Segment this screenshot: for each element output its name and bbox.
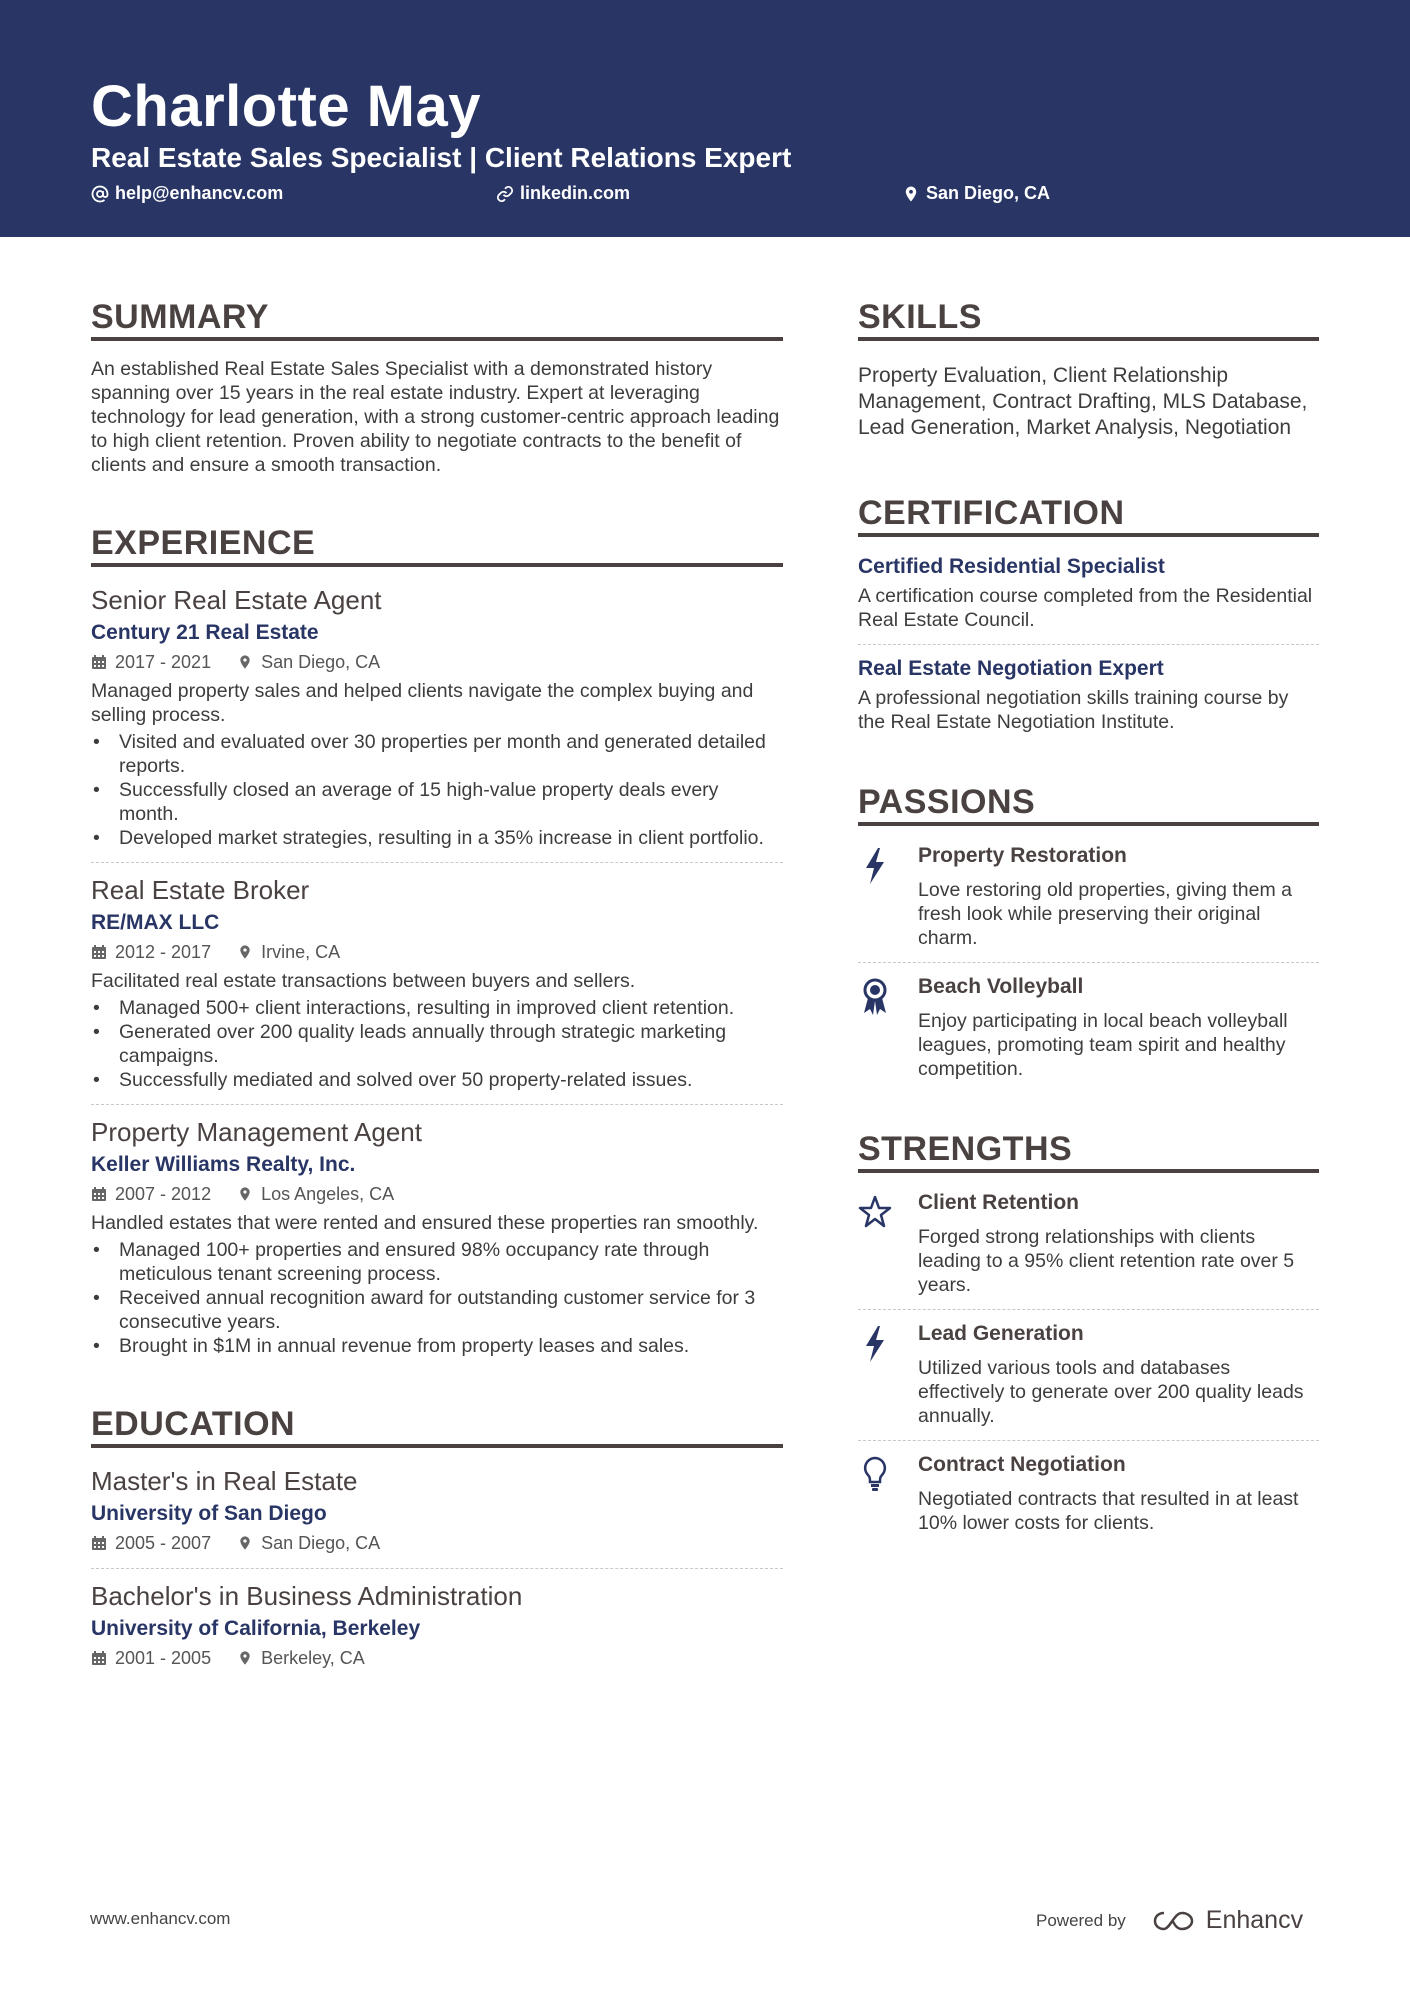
- footer-branding: [1036, 1906, 1303, 1935]
- education-meta: [91, 1645, 783, 1671]
- passions-section: [858, 782, 1319, 1081]
- job-dates: [91, 939, 211, 965]
- candidate-title: Real Estate Sales Specialist | Client Relations Expert: [91, 142, 792, 173]
- job-meta: [91, 939, 783, 965]
- calendar-icon: [91, 1186, 107, 1202]
- education-meta: [91, 1530, 783, 1556]
- at-icon: [91, 185, 109, 203]
- contact-location: [902, 183, 1050, 204]
- contact-linkedin[interactable]: [496, 183, 630, 204]
- job-title: Real Estate Broker: [91, 875, 310, 905]
- job-entry: [91, 873, 783, 1092]
- strengths-section: [858, 1129, 1319, 1535]
- company-name: Century 21 Real Estate: [91, 621, 319, 644]
- left-column: [91, 297, 783, 1671]
- linkedin-text: linkedin.com: [520, 183, 631, 203]
- footer-website[interactable]: www.enhancv.com: [90, 1909, 231, 1928]
- divider: [858, 1440, 1319, 1441]
- star-icon: [858, 1193, 892, 1233]
- job-dates: [91, 649, 211, 675]
- job-description: Handled estates that were rented and ensured these properties ran smoothly.: [91, 1212, 759, 1234]
- certification-heading: CERTIFICATION: [858, 493, 1319, 537]
- passion-description: Enjoy participating in local beach volleyball leagues, promoting team spirit and healthy competition.: [918, 1010, 1288, 1080]
- location-text: San Diego, CA: [261, 652, 381, 672]
- passion-title: Property Restoration: [918, 844, 1127, 867]
- bullet-item: • Successfully mediated and solved over 50 property-related issues.: [91, 1068, 783, 1092]
- dates-text: 2005 - 2007: [115, 1533, 212, 1553]
- strength-description: Utilized various tools and databases effectively to generate over 200 quality leads annually.: [918, 1357, 1304, 1427]
- bullet-item: • Brought in $1M in annual revenue from property leases and sales.: [91, 1334, 783, 1358]
- location-pin-icon: [237, 1186, 253, 1202]
- location-pin-icon: [237, 654, 253, 670]
- strength-title: Client Retention: [918, 1191, 1079, 1214]
- divider: [91, 862, 783, 863]
- experience-heading: EXPERIENCE: [91, 523, 783, 567]
- certification-title: Certified Residential Specialist: [858, 555, 1165, 578]
- calendar-icon: [91, 1650, 107, 1666]
- location-pin-icon: [237, 1650, 253, 1666]
- dates-text: 2012 - 2017: [115, 942, 212, 962]
- passions-heading: PASSIONS: [858, 782, 1319, 826]
- lightning-icon: [858, 1324, 892, 1364]
- passion-item: [858, 842, 1319, 950]
- location-text: San Diego, CA: [261, 1533, 381, 1553]
- bullet-item: • Managed 500+ client interactions, resulting in improved client retention.: [91, 996, 783, 1020]
- medal-icon: [858, 977, 892, 1017]
- strength-item: [858, 1451, 1319, 1535]
- strength-description: Negotiated contracts that resulted in at least 10% lower costs for clients.: [918, 1488, 1299, 1534]
- school-name: University of San Diego: [91, 1502, 327, 1525]
- passion-item: [858, 973, 1319, 1081]
- divider: [858, 1309, 1319, 1310]
- job-title: Property Management Agent: [91, 1117, 422, 1147]
- candidate-name: Charlotte May: [91, 74, 482, 139]
- skills-text: Property Evaluation, Client Relationship Management, Contract Drafting, MLS Database, Lead Generation, Market Analysis, Negotiation: [858, 364, 1308, 439]
- location-pin-icon: [237, 944, 253, 960]
- job-bullets: [91, 1238, 783, 1358]
- brand-name: Enhancv: [1205, 1906, 1304, 1934]
- link-icon: [496, 185, 514, 203]
- resume-header: [0, 0, 1410, 237]
- lightning-icon: [858, 846, 892, 886]
- location-pin-icon: [902, 185, 920, 203]
- lightbulb-icon: [858, 1455, 892, 1495]
- strength-title: Contract Negotiation: [918, 1453, 1126, 1476]
- bullet-item: • Generated over 200 quality leads annually through strategic marketing campaigns.: [91, 1020, 783, 1068]
- job-meta: [91, 1181, 783, 1207]
- certification-entry: [858, 655, 1319, 734]
- calendar-icon: [91, 944, 107, 960]
- bullet-item: • Received annual recognition award for outstanding customer service for 3 consecutive years.: [91, 1286, 783, 1334]
- skills-heading: SKILLS: [858, 297, 1319, 341]
- bullet-item: • Successfully closed an average of 15 high-value property deals every month.: [91, 778, 783, 826]
- job-entry: [91, 1115, 783, 1358]
- job-location: [237, 649, 380, 675]
- job-description: Facilitated real estate transactions between buyers and sellers.: [91, 970, 636, 992]
- job-description: Managed property sales and helped clients navigate the complex buying and selling process.: [91, 680, 754, 726]
- certification-description: A professional negotiation skills training course by the Real Estate Negotiation Institute.: [858, 687, 1289, 733]
- certification-description: A certification course completed from the Residential Real Estate Council.: [858, 585, 1313, 631]
- degree-title: Master's in Real Estate: [91, 1466, 358, 1496]
- divider: [91, 1568, 783, 1569]
- location-pin-icon: [237, 1535, 253, 1551]
- education-entry: [91, 1464, 783, 1556]
- summary-text: An established Real Estate Sales Specialist with a demonstrated history spanning over 15 years in the real estate industry. Expert at leveraging technology for lead generation, with a strong customer-centric approach leading to high client retention. Proven ability to negotiate contracts to the benefit of clients and ensure a smooth transaction.: [91, 358, 780, 476]
- summary-section: [91, 297, 783, 477]
- degree-title: Bachelor's in Business Administration: [91, 1581, 523, 1611]
- job-dates: [91, 1181, 211, 1207]
- dates-text: 2001 - 2005: [115, 1648, 212, 1668]
- education-section: [91, 1404, 783, 1671]
- company-name: RE/MAX LLC: [91, 911, 220, 934]
- location-text: Los Angeles, CA: [261, 1184, 395, 1204]
- strength-item: [858, 1320, 1319, 1428]
- education-dates: [91, 1530, 211, 1556]
- powered-by-text: Powered by: [1036, 1910, 1126, 1930]
- certification-title: Real Estate Negotiation Expert: [858, 657, 1164, 680]
- education-location: [237, 1530, 380, 1556]
- job-location: [237, 939, 340, 965]
- divider: [858, 644, 1319, 645]
- education-entry: [91, 1579, 783, 1671]
- summary-heading: SUMMARY: [91, 297, 783, 341]
- school-name: University of California, Berkeley: [91, 1617, 421, 1640]
- job-meta: [91, 649, 783, 675]
- job-title: Senior Real Estate Agent: [91, 585, 382, 615]
- passion-title: Beach Volleyball: [918, 975, 1084, 998]
- enhancv-logo-icon: [1152, 1909, 1198, 1933]
- certification-entry: [858, 553, 1319, 632]
- dates-text: 2017 - 2021: [115, 652, 212, 672]
- right-column: [858, 297, 1319, 1535]
- strength-description: Forged strong relationships with clients leading to a 95% client retention rate over 5 years.: [918, 1226, 1295, 1296]
- bullet-item: • Managed 100+ properties and ensured 98% occupancy rate through meticulous tenant screening process.: [91, 1238, 783, 1286]
- job-bullets: [91, 996, 783, 1092]
- job-entry: [91, 583, 783, 850]
- experience-section: [91, 523, 783, 1358]
- enhancv-logo[interactable]: [1152, 1906, 1303, 1935]
- certification-section: [858, 493, 1319, 734]
- dates-text: 2007 - 2012: [115, 1184, 212, 1204]
- calendar-icon: [91, 1535, 107, 1551]
- education-heading: EDUCATION: [91, 1404, 783, 1448]
- divider: [858, 962, 1319, 963]
- bullet-item: • Visited and evaluated over 30 properties per month and generated detailed reports.: [91, 730, 783, 778]
- location-text: Berkeley, CA: [261, 1648, 365, 1668]
- contact-email[interactable]: [91, 183, 283, 204]
- education-dates: [91, 1645, 211, 1671]
- strength-item: [858, 1189, 1319, 1297]
- company-name: Keller Williams Realty, Inc.: [91, 1153, 356, 1176]
- skills-section: [858, 297, 1319, 441]
- strengths-heading: STRENGTHS: [858, 1129, 1319, 1173]
- location-text: Irvine, CA: [261, 942, 341, 962]
- location-text: San Diego, CA: [926, 183, 1051, 203]
- calendar-icon: [91, 654, 107, 670]
- divider: [91, 1104, 783, 1105]
- job-location: [237, 1181, 394, 1207]
- strength-title: Lead Generation: [918, 1322, 1084, 1345]
- passion-description: Love restoring old properties, giving them a fresh look while preserving their original charm.: [918, 879, 1292, 949]
- bullet-item: • Developed market strategies, resulting in a 35% increase in client portfolio.: [91, 826, 783, 850]
- education-location: [237, 1645, 365, 1671]
- email-text: help@enhancv.com: [115, 183, 284, 203]
- job-bullets: [91, 730, 783, 850]
